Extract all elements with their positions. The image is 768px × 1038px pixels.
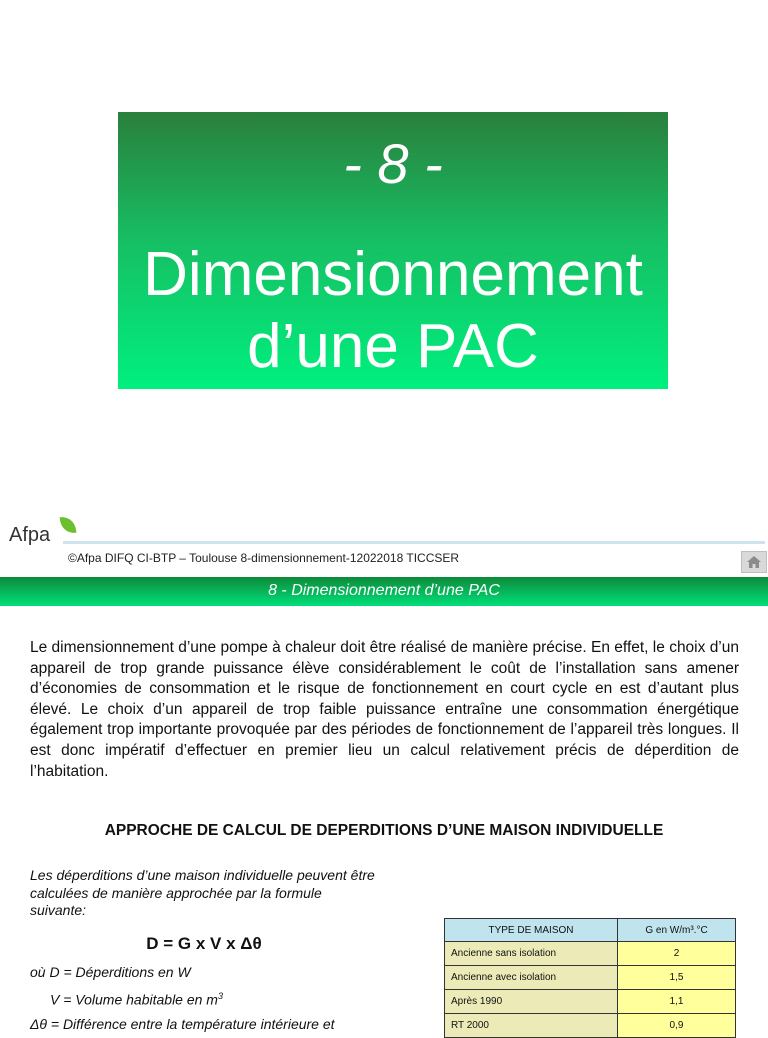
leaf-icon <box>60 515 77 535</box>
legend-volume-exponent: 3 <box>217 991 223 1001</box>
chapter-title-line-2: d’une PAC <box>247 312 539 381</box>
footer-copyright: ©Afpa DIFQ CI-BTP – Toulouse 8-dimensionnement-12022018 TICCSER <box>68 551 460 565</box>
table-cell-type: Ancienne sans isolation <box>445 942 618 966</box>
home-icon <box>746 555 762 569</box>
formula: D = G x V x Δθ <box>146 934 262 953</box>
legend-volume <box>50 991 223 1008</box>
chapter-number: - 8 - <box>343 132 443 195</box>
table-header-g: G en W/m³.°C <box>618 919 736 942</box>
coefficient-table <box>444 918 736 1038</box>
table-cell-type: Ancienne avec isolation <box>445 966 618 990</box>
table-header-type: TYPE DE MAISON <box>445 919 618 942</box>
legend-volume-text: V = Volume habitable en m <box>50 991 218 1008</box>
afpa-logo <box>9 516 79 550</box>
legend-deperditions: où D = Déperditions en W <box>30 964 191 980</box>
formula-intro: Les déperditions d’une maison individuelle peuvent être calculées de manière approchée par la formule suivante: <box>30 867 375 918</box>
title-banner <box>118 112 668 389</box>
table-row <box>445 966 736 990</box>
intro-paragraph: Le dimensionnement d’une pompe à chaleur doit être réalisé de manière précise. En effet, le choix d’un appareil de trop grande puissance élève considérablement le coût de l’installation sans amener d’économies de consommation et le risque de fonctionnement en court cycle en est d’autant plus élevé. Le choix d’un appareil de trop faible puissance entraîne une consommation énergétique également trop importante provoquée par des périodes de fonctionnement de l’appareil très longues. Il est donc impératif d’effectuer en premier lieu un calcul relativement précis de déperdition de l’habitation. <box>30 639 739 780</box>
table-row <box>445 990 736 1014</box>
table-cell-type: Après 1990 <box>445 990 618 1014</box>
section-title: APPROCHE DE CALCUL DE DEPERDITIONS D’UNE MAISON INDIVIDUELLE <box>104 822 664 839</box>
chapter-title-line-1: Dimensionnement <box>143 240 643 309</box>
page-header: 8 - Dimensionnement d’une PAC <box>0 577 768 606</box>
table-row <box>445 942 736 966</box>
logo-text: Afpa <box>9 524 51 546</box>
table-cell-g: 1,1 <box>618 990 736 1014</box>
table-row <box>445 1014 736 1038</box>
legend-temperature: Δθ = Différence entre la température intérieure et <box>30 1016 335 1032</box>
footer-divider <box>63 541 765 544</box>
home-button[interactable] <box>741 551 767 573</box>
table-cell-g: 0,9 <box>618 1014 736 1038</box>
table-cell-type: RT 2000 <box>445 1014 618 1038</box>
table-header-row <box>445 919 736 942</box>
table-cell-g: 2 <box>618 942 736 966</box>
table-cell-g: 1,5 <box>618 966 736 990</box>
